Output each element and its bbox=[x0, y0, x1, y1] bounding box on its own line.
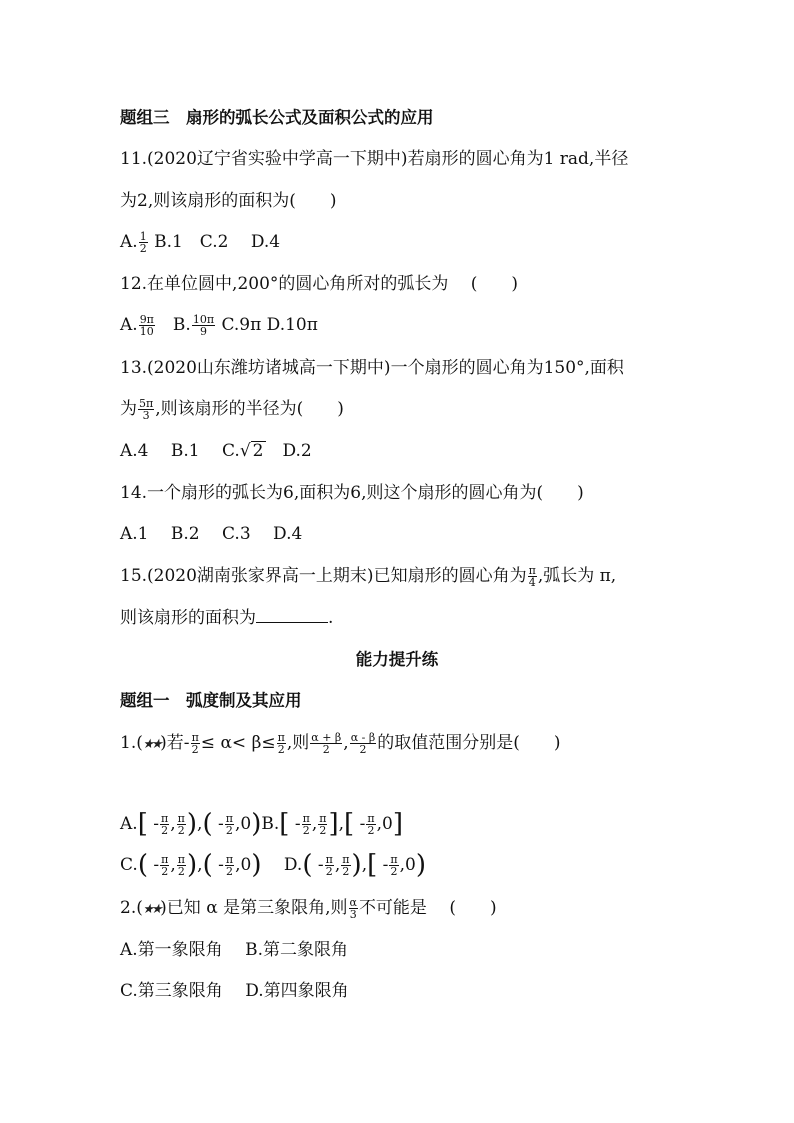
text: , bbox=[343, 733, 349, 753]
numerator: 5π bbox=[139, 397, 154, 410]
bracket: ) bbox=[186, 809, 198, 839]
question-number: 1.( bbox=[120, 733, 143, 753]
numerator: π bbox=[161, 812, 169, 825]
numerator: π bbox=[177, 812, 185, 825]
bracket: ) bbox=[415, 850, 427, 880]
sqrt-sign: √ bbox=[239, 441, 251, 461]
fraction bbox=[389, 854, 398, 877]
bracket: [ bbox=[279, 809, 290, 839]
denominator: 2 bbox=[367, 824, 375, 837]
denominator: 2 bbox=[225, 824, 233, 837]
fraction bbox=[225, 854, 234, 877]
denominator: 2 bbox=[277, 743, 285, 756]
denominator: 2 bbox=[302, 824, 310, 837]
question-14-options: A.1 B.2 C.3 D.4 bbox=[120, 524, 303, 544]
fraction bbox=[528, 565, 537, 588]
option-a-label: A. bbox=[120, 814, 138, 834]
bracket: [ bbox=[137, 809, 148, 839]
numerator: π bbox=[319, 812, 327, 825]
question-13-line2 bbox=[120, 397, 344, 421]
denominator: 3 bbox=[142, 409, 150, 422]
question-11-options bbox=[120, 230, 280, 254]
numerator: 9π bbox=[139, 313, 154, 326]
denominator: 2 bbox=[319, 824, 327, 837]
numerator: π bbox=[191, 731, 199, 744]
bracket: ) bbox=[187, 850, 198, 880]
numerator: α bbox=[349, 896, 357, 909]
text: 为 bbox=[120, 399, 137, 419]
fraction bbox=[310, 732, 342, 755]
zero: 0 bbox=[381, 814, 393, 834]
option-b-label: B. bbox=[261, 814, 280, 834]
denominator: 9 bbox=[199, 325, 207, 338]
question-2-options-ab: A.第一象限角 B.第二象限角 bbox=[120, 940, 348, 960]
numerator: π bbox=[528, 564, 536, 577]
bracket: [ bbox=[344, 809, 355, 839]
numerator: 10π bbox=[192, 313, 215, 326]
text: )已知 α 是第三象限角,则 bbox=[160, 898, 348, 918]
zero: 0 bbox=[240, 855, 252, 875]
bracket: ( bbox=[202, 809, 213, 839]
text: 的取值范围分别是( ) bbox=[377, 733, 561, 753]
text: )若- bbox=[160, 733, 190, 753]
denominator: 2 bbox=[225, 865, 233, 878]
fraction bbox=[138, 398, 154, 421]
options-rest: C.9π D.10π bbox=[216, 315, 318, 335]
question-number: 2.( bbox=[120, 898, 143, 918]
denominator: 2 bbox=[177, 865, 185, 878]
question-12-stem: 12.在单位圆中,200°的圆心角所对的弧长为 ( ) bbox=[120, 274, 519, 294]
section-title-group1: 题组一 弧度制及其应用 bbox=[120, 691, 302, 710]
sqrt-radicand: 2 bbox=[252, 441, 264, 461]
question-1-options-ab: A.[ - $\frac{\pi}{2}$ , $\frac{\pi}{2}$ ),( - $\frac{\pi}{2}$ ,0)B.[ - $\frac{\pi}{2}$ , $\frac{\pi}{2}$ ],[ - $\frac{\pi}{2}$ ,0] bbox=[120, 809, 403, 839]
numerator: π bbox=[277, 731, 285, 744]
question-2-options-cd: C.第三象限角 D.第四象限角 bbox=[120, 981, 349, 1001]
fraction bbox=[349, 897, 358, 920]
bracket: ( bbox=[137, 850, 148, 880]
option-b-label: B. bbox=[155, 315, 191, 335]
option-a-label: A. bbox=[120, 315, 138, 335]
bracket: ] bbox=[392, 809, 403, 839]
denominator: 2 bbox=[161, 824, 169, 837]
fraction bbox=[277, 732, 286, 755]
question-1-options-cd: C.( - $\frac{\pi}{2}$ , $\frac{\pi}{2}$ ),( - $\frac{\pi}{2}$ ,0) D.( - $\frac{\pi}{2}$ , $\frac{\pi}{2}$ ),[ - $\frac{\pi}{2}$ ,0) bbox=[120, 850, 427, 880]
numerator: π bbox=[161, 853, 169, 866]
denominator: 2 bbox=[161, 865, 169, 878]
fraction bbox=[318, 813, 327, 836]
question-13-options bbox=[120, 439, 312, 463]
question-2-stem bbox=[120, 896, 497, 922]
numerator: π bbox=[390, 853, 398, 866]
bracket: ( bbox=[302, 850, 313, 880]
options-rest: B.1 C.2 D.4 bbox=[148, 232, 281, 252]
bracket: [ bbox=[367, 850, 378, 880]
question-13-line1: 13.(2020山东潍坊诸城高一下期中)一个扇形的圆心角为150°,面积 bbox=[120, 358, 624, 378]
section-title-group3: 题组三 扇形的弧长公式及面积公式的应用 bbox=[120, 108, 434, 127]
numerator: 1 bbox=[139, 230, 147, 243]
question-1-stem bbox=[120, 731, 560, 757]
options-text: A.4 B.1 C. bbox=[120, 441, 240, 461]
fraction bbox=[139, 231, 148, 254]
fraction bbox=[350, 732, 377, 755]
denominator: 2 bbox=[325, 865, 333, 878]
question-15-line2 bbox=[120, 606, 333, 630]
fraction bbox=[192, 314, 215, 337]
text: 15.(2020湖南张家界高一上期末)已知扇形的圆心角为 bbox=[120, 566, 527, 586]
denominator: 2 bbox=[139, 242, 147, 255]
zero: 0 bbox=[405, 855, 416, 875]
text: ≤ α< β≤ bbox=[200, 733, 276, 753]
denominator: 3 bbox=[349, 908, 357, 921]
fraction bbox=[177, 854, 186, 877]
fraction bbox=[139, 314, 155, 337]
numerator: π bbox=[302, 812, 310, 825]
bracket: ) bbox=[351, 850, 362, 880]
numerator: π bbox=[225, 812, 233, 825]
text: ,则 bbox=[286, 733, 310, 753]
option-c-label: C. bbox=[120, 855, 138, 875]
fraction bbox=[160, 813, 169, 836]
difficulty-stars-icon: ★★ bbox=[140, 902, 163, 917]
denominator: 2 bbox=[322, 743, 330, 756]
fraction bbox=[160, 854, 169, 877]
denominator: 4 bbox=[528, 576, 536, 589]
section-title-advanced: 能力提升练 bbox=[355, 650, 439, 669]
difficulty-stars-icon: ★★ bbox=[140, 737, 163, 752]
text: 不可能是 ( ) bbox=[358, 898, 497, 918]
fraction bbox=[366, 813, 375, 836]
numerator: π bbox=[325, 853, 333, 866]
fraction bbox=[177, 813, 186, 836]
text: 则该扇形的面积为 bbox=[120, 608, 256, 628]
denominator: 2 bbox=[390, 865, 398, 878]
option-a-label: A. bbox=[120, 232, 138, 252]
denominator: 2 bbox=[177, 824, 185, 837]
numerator: α + β bbox=[311, 731, 342, 744]
bracket: ) bbox=[251, 850, 262, 880]
denominator: 2 bbox=[342, 865, 350, 878]
question-15-line1 bbox=[120, 564, 616, 588]
fraction bbox=[341, 854, 350, 877]
question-12-options bbox=[120, 313, 318, 337]
numerator: π bbox=[342, 853, 350, 866]
numerator: α - β bbox=[350, 731, 376, 744]
question-11-line2: 为2,则该扇形的面积为( ) bbox=[120, 191, 337, 211]
fraction bbox=[225, 813, 234, 836]
fraction bbox=[302, 813, 311, 836]
fraction bbox=[191, 732, 200, 755]
numerator: π bbox=[177, 853, 185, 866]
option-d-label: D. bbox=[283, 855, 303, 875]
answer-blank[interactable] bbox=[256, 608, 328, 623]
question-14-stem: 14.一个扇形的弧长为6,面积为6,则这个扇形的圆心角为( ) bbox=[120, 483, 584, 503]
question-11-line1: 11.(2020辽宁省实验中学高一下期中)若扇形的圆心角为1 rad,半径 bbox=[120, 149, 629, 169]
bracket: ] bbox=[328, 809, 339, 839]
fraction bbox=[325, 854, 334, 877]
numerator: π bbox=[367, 812, 375, 825]
denominator: 2 bbox=[359, 743, 367, 756]
text: ,弧长为 π, bbox=[537, 566, 617, 586]
zero: 0 bbox=[240, 814, 252, 834]
denominator: 10 bbox=[139, 325, 154, 338]
text: . bbox=[328, 608, 334, 628]
numerator: π bbox=[225, 853, 234, 866]
denominator: 2 bbox=[191, 743, 199, 756]
options-text: D.2 bbox=[265, 441, 312, 461]
text: ,则该扇形的半径为( ) bbox=[155, 399, 344, 419]
bracket: ( bbox=[202, 850, 213, 880]
bracket: ) bbox=[251, 809, 262, 839]
